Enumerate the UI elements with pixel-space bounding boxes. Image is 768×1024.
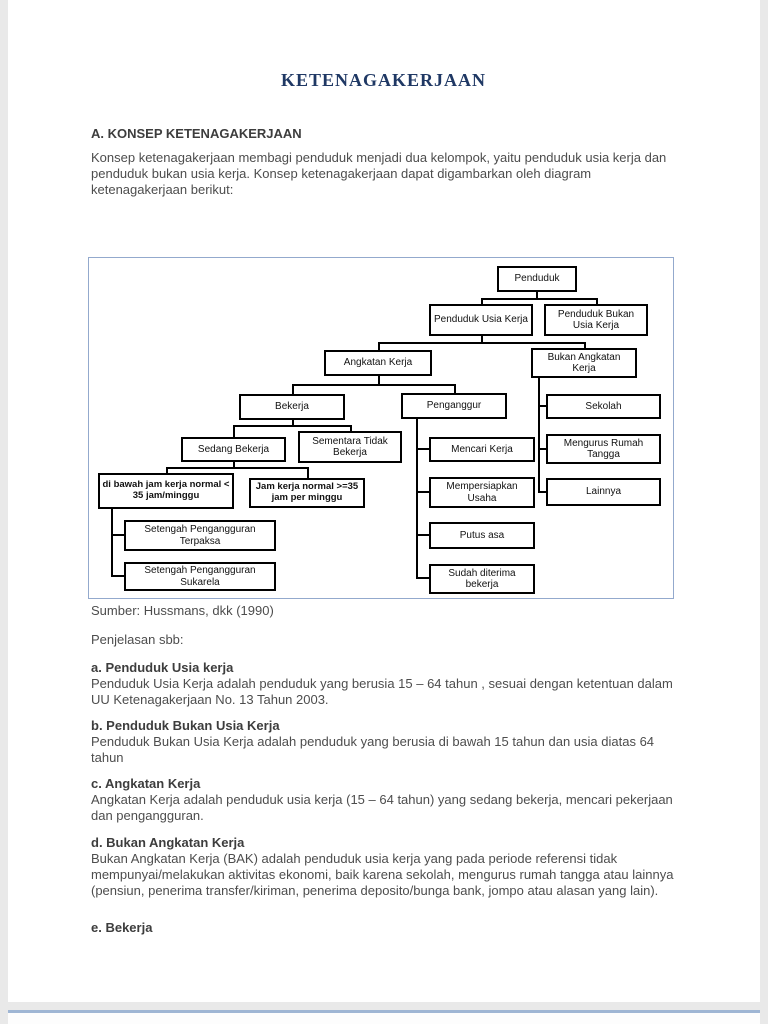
connector-line <box>166 467 309 469</box>
diagram-box-lainnya: Lainnya <box>546 478 661 506</box>
item-c-heading: c. Angkatan Kerja <box>91 776 201 791</box>
connector-line <box>378 342 586 344</box>
connector-line <box>481 298 483 304</box>
item-e <box>91 920 676 936</box>
connector-line <box>538 405 546 407</box>
connector-line <box>233 425 352 427</box>
connector-line <box>166 467 168 473</box>
connector-line <box>233 425 235 437</box>
connector-line <box>292 384 456 386</box>
item-a-body: Penduduk Usia Kerja adalah penduduk yang berusia 15 – 64 tahun , sesuai dengan ketentuan dalam UU Ketenagakerjaan No. 13 Tahun 2003. <box>91 676 673 707</box>
diagram-box-penduduk-bukan-usia-kerja: Penduduk Bukan Usia Kerja <box>544 304 648 336</box>
item-c <box>91 776 676 824</box>
diagram-box-sementara-tidak-bekerja: Sementara Tidak Bekerja <box>298 431 402 463</box>
connector-line <box>378 342 380 350</box>
diagram-box-sedang-bekerja: Sedang Bekerja <box>181 437 286 462</box>
connector-line <box>584 342 586 348</box>
item-b-heading: b. Penduduk Bukan Usia Kerja <box>91 718 280 733</box>
diagram-box-sekolah: Sekolah <box>546 394 661 419</box>
item-d-heading: d. Bukan Angkatan Kerja <box>91 835 245 850</box>
connector-line <box>416 534 429 536</box>
diagram-box-jam-kerja-normal: Jam kerja normal >=35 jam per minggu <box>249 478 365 508</box>
connector-line <box>481 298 598 300</box>
item-a-heading: a. Penduduk Usia kerja <box>91 660 234 675</box>
connector-line <box>454 384 456 393</box>
connector-line <box>111 509 113 577</box>
diagram-box-penduduk: Penduduk <box>497 266 577 292</box>
connector-line <box>416 491 429 493</box>
item-d <box>91 835 676 899</box>
diagram-box-dibawah-jam-kerja: di bawah jam kerja normal < 35 jam/minggu <box>98 473 234 509</box>
item-e-heading: e. Bekerja <box>91 920 153 935</box>
diagram-box-penganggur: Penganggur <box>401 393 507 419</box>
diagram-box-mencari-kerja: Mencari Kerja <box>429 437 535 462</box>
connector-line <box>350 425 352 431</box>
page-title: KETENAGAKERJAAN <box>280 70 487 90</box>
diagram-source-caption: Sumber: Hussmans, dkk (1990) <box>91 603 274 618</box>
document-page <box>8 0 760 1002</box>
section-a-heading: A. KONSEP KETENAGAKERJAAN <box>91 126 302 141</box>
connector-line <box>416 448 429 450</box>
connector-line <box>111 534 124 536</box>
connector-line <box>416 577 429 579</box>
connector-line <box>111 575 124 577</box>
next-page-top-edge <box>8 1010 760 1024</box>
section-a-paragraph: Konsep ketenagakerjaan membagi penduduk menjadi dua kelompok, yaitu penduduk usia kerja dan penduduk bukan usia kerja. Konsep ketenagakerjaan dapat digambarkan oleh diagram ketenagakerjaan berikut: <box>91 150 667 197</box>
diagram-box-penduduk-usia-kerja: Penduduk Usia Kerja <box>429 304 533 336</box>
connector-line <box>538 491 546 493</box>
diagram-box-angkatan-kerja: Angkatan Kerja <box>324 350 432 376</box>
item-b-body: Penduduk Bukan Usia Kerja adalah penduduk yang berusia di bawah 15 tahun dan usia diatas 64 tahun <box>91 734 655 765</box>
item-c-body: Angkatan Kerja adalah penduduk usia kerja (15 – 64 tahun) yang sedang bekerja, mencari pekerjaan dan pengangguran. <box>91 792 673 823</box>
connector-line <box>307 467 309 478</box>
employment-diagram <box>88 257 674 599</box>
diagram-box-bekerja: Bekerja <box>239 394 345 420</box>
connector-line <box>538 448 546 450</box>
item-d-body: Bukan Angkatan Kerja (BAK) adalah penduduk usia kerja yang pada periode referensi tidak mempunyai/melakukan aktivitas ekonomi, baik karena sekolah, mengurus rumah tangga atau lainnya (pensiun, penerima transfer/kiriman, penerima deposito/bunga bank, jompo atau alasan yang lain). <box>91 851 674 898</box>
diagram-box-putus-asa: Putus asa <box>429 522 535 549</box>
diagram-box-setengah-pengangguran-terpaksa: Setengah Pengangguran Terpaksa <box>124 520 276 551</box>
diagram-box-bukan-angkatan-kerja: Bukan Angkatan Kerja <box>531 348 637 378</box>
diagram-box-sudah-diterima-bekerja: Sudah diterima bekerja <box>429 564 535 594</box>
connector-line <box>538 378 540 493</box>
diagram-box-setengah-pengangguran-sukarela: Setengah Pengangguran Sukarela <box>124 562 276 591</box>
item-b <box>91 718 676 766</box>
diagram-box-mengurus-rumah-tangga: Mengurus Rumah Tangga <box>546 434 661 464</box>
explanation-intro: Penjelasan sbb: <box>91 632 184 647</box>
connector-line <box>292 384 294 394</box>
item-a <box>91 660 676 708</box>
diagram-box-mempersiapkan-usaha: Mempersiapkan Usaha <box>429 477 535 508</box>
connector-line <box>596 298 598 304</box>
connector-line <box>416 419 418 579</box>
